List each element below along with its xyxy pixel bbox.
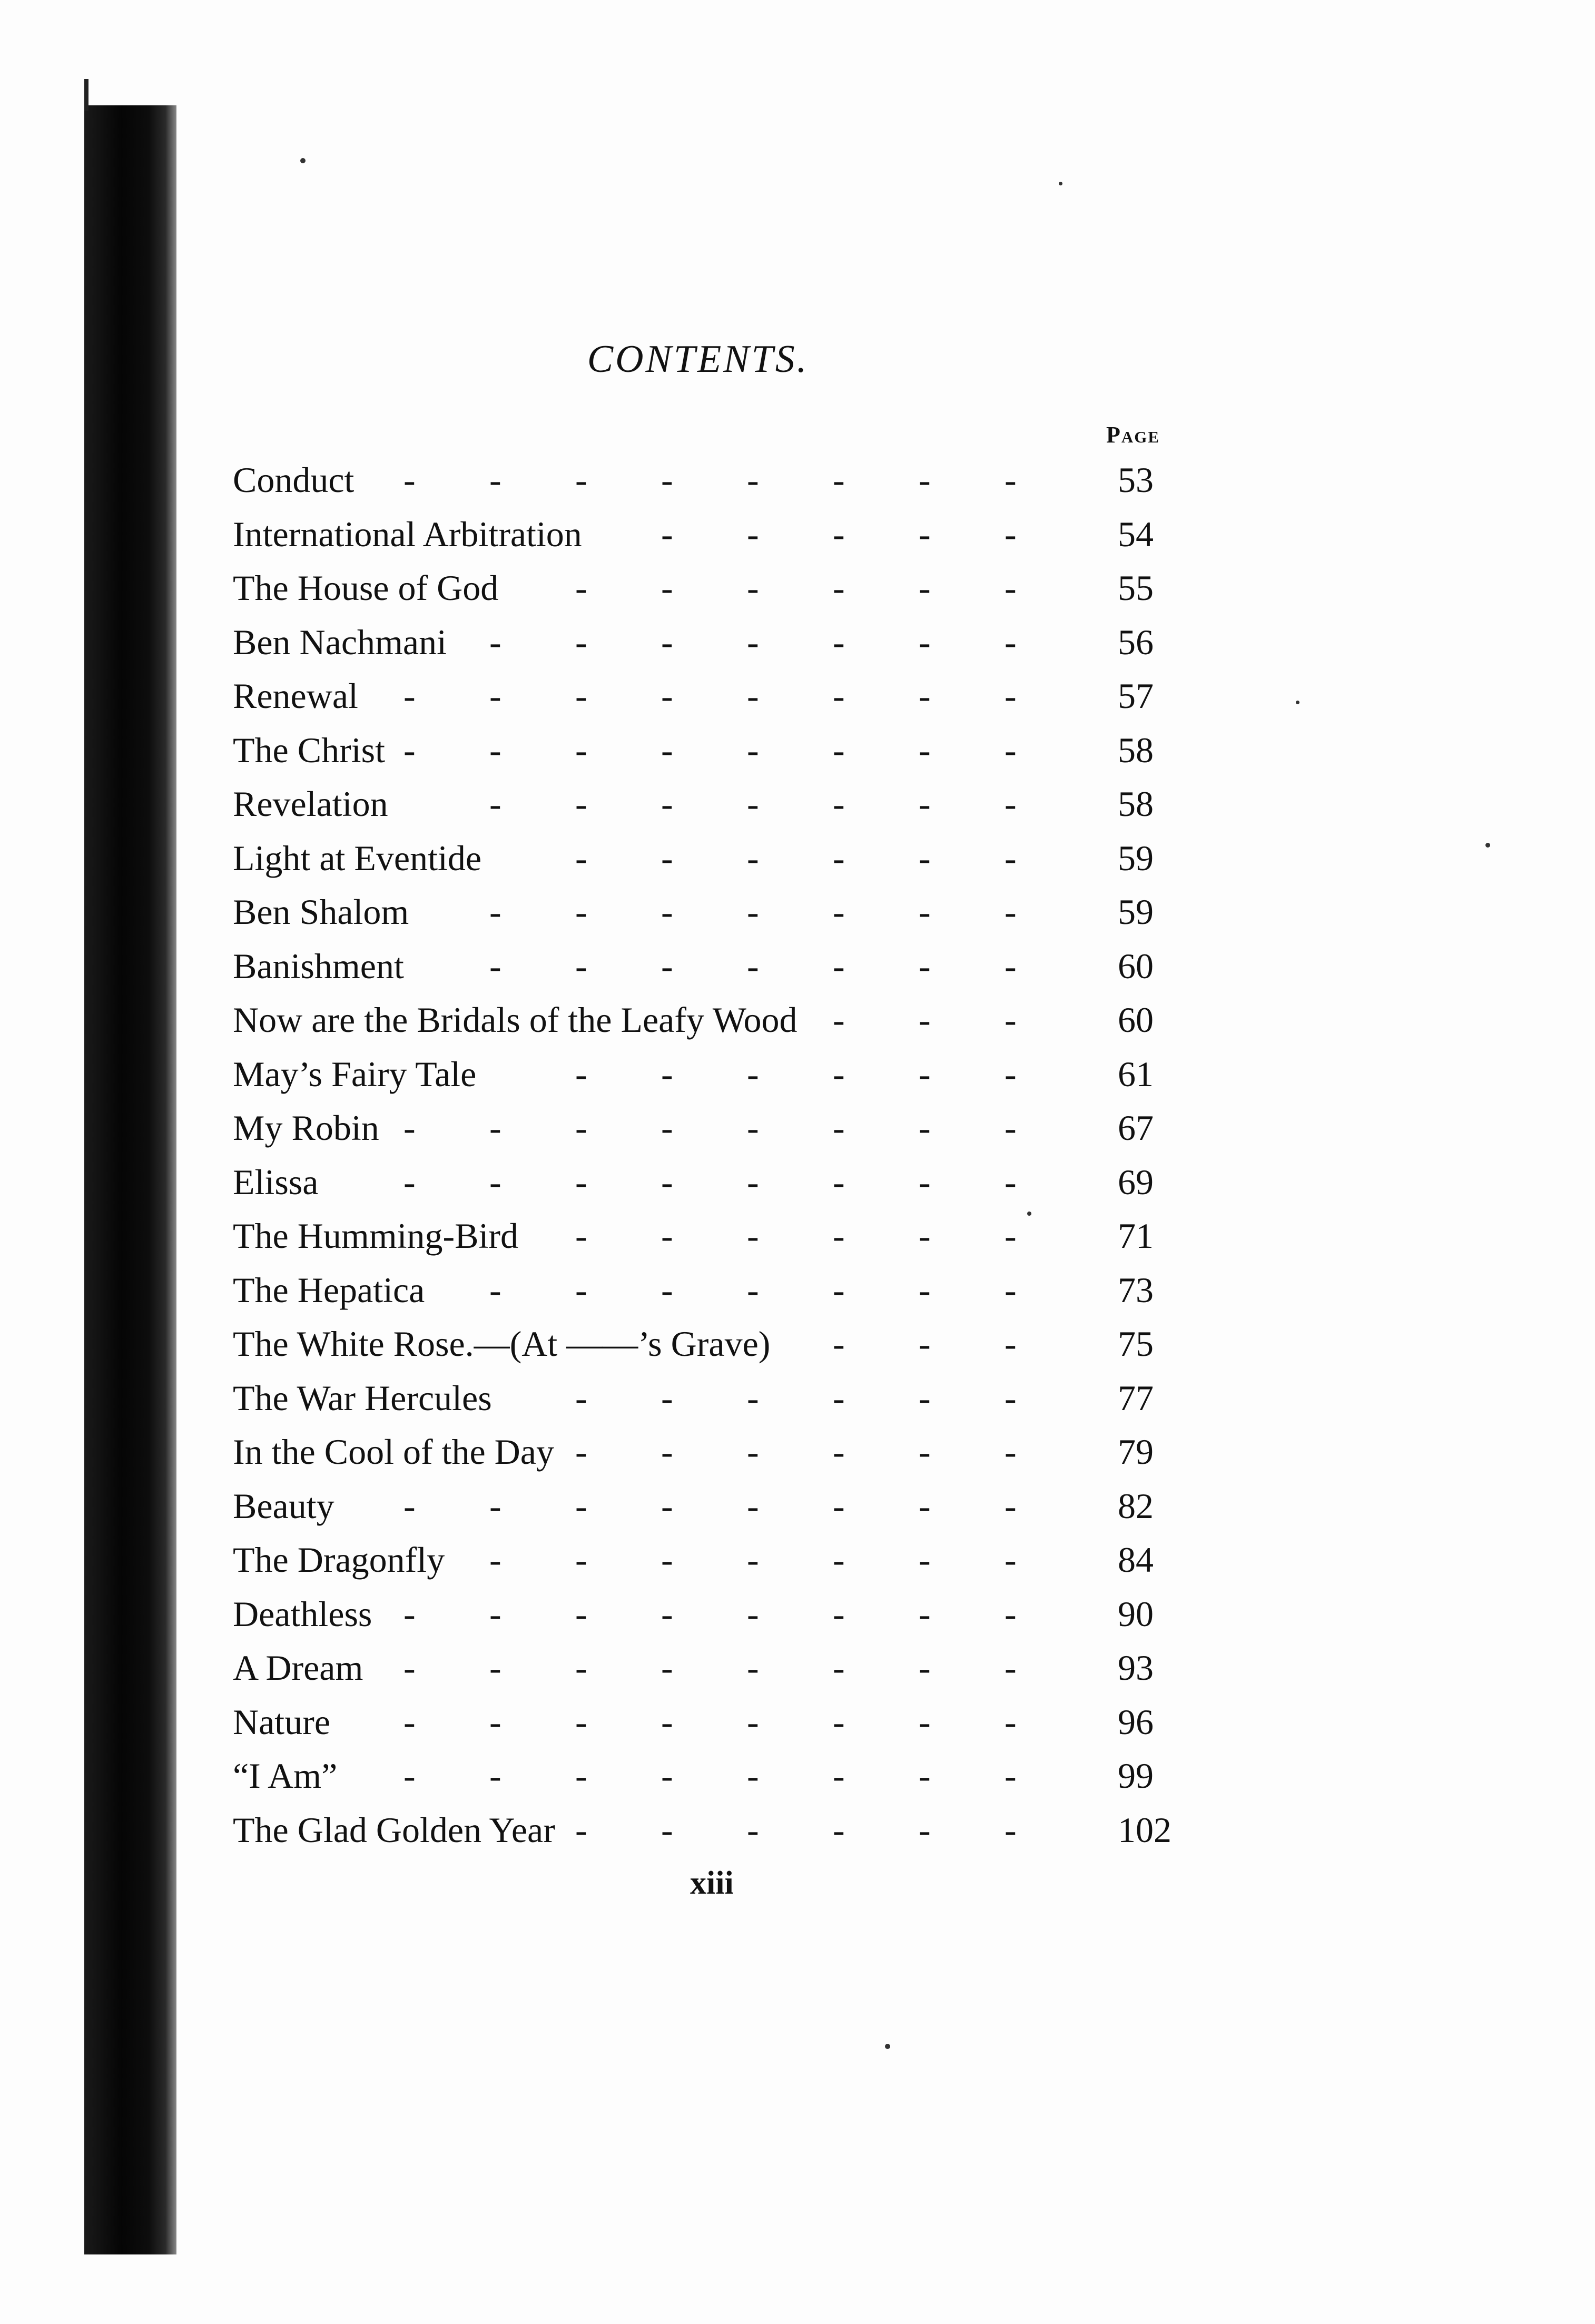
leader-dash: - — [1005, 568, 1017, 608]
toc-entry-page: 60 — [1118, 1000, 1154, 1040]
leader-dash: - — [661, 1108, 673, 1148]
leader-dash: - — [1005, 1269, 1017, 1310]
toc-entry — [233, 1425, 1197, 1479]
leader-dash: - — [403, 1485, 416, 1526]
spine-edge-mark — [84, 79, 88, 111]
toc-entry-page: 55 — [1118, 568, 1154, 608]
leader-dash: - — [747, 460, 759, 500]
leader-dash: - — [833, 1648, 845, 1688]
leader-dash: - — [919, 1053, 931, 1094]
leader-dash: - — [1005, 1216, 1017, 1256]
page-folio: xiii — [690, 1865, 734, 1901]
leader-dash: - — [1005, 622, 1017, 662]
table-of-contents — [233, 453, 1197, 1857]
dot-leader — [233, 1749, 1107, 1803]
leader-dash: - — [747, 730, 759, 770]
toc-entry — [233, 993, 1197, 1047]
toc-entry-page: 96 — [1118, 1701, 1154, 1742]
leader-dash: - — [833, 1809, 845, 1850]
leader-dash: - — [403, 730, 416, 770]
leader-dash: - — [489, 460, 501, 500]
toc-entry — [233, 1587, 1197, 1641]
dot-leader — [233, 1479, 1107, 1533]
leader-dash: - — [833, 1701, 845, 1742]
leader-dash: - — [747, 568, 759, 608]
leader-dash: - — [489, 1701, 501, 1742]
toc-entry-title: Renewal — [233, 676, 358, 716]
leader-dash: - — [575, 1432, 587, 1472]
leader-dash: - — [661, 946, 673, 986]
leader-dash: - — [919, 460, 931, 500]
leader-dash: - — [747, 622, 759, 662]
leader-dash: - — [575, 838, 587, 878]
toc-entry-page: 54 — [1118, 514, 1154, 554]
leader-dash: - — [575, 1216, 587, 1256]
toc-entry — [233, 1641, 1197, 1695]
leader-dash: - — [1005, 1593, 1017, 1634]
print-speck — [1485, 843, 1490, 848]
book-spine-shadow — [84, 105, 176, 2254]
leader-dash: - — [919, 1485, 931, 1526]
leader-dash: - — [575, 946, 587, 986]
toc-entry — [233, 1317, 1197, 1371]
toc-entry — [233, 1101, 1197, 1155]
toc-entry — [233, 453, 1197, 507]
leader-dash: - — [919, 1377, 931, 1418]
print-speck — [1027, 1212, 1031, 1216]
leader-dash: - — [919, 1593, 931, 1634]
leader-dash: - — [747, 1053, 759, 1094]
toc-entry-title: Elissa — [233, 1161, 319, 1202]
leader-dash: - — [747, 1809, 759, 1850]
leader-dash: - — [1005, 1648, 1017, 1688]
leader-dash: - — [833, 676, 845, 716]
leader-dash: - — [833, 892, 845, 932]
leader-dash: - — [833, 1161, 845, 1202]
print-speck — [1059, 182, 1062, 185]
toc-entry-page: 99 — [1118, 1756, 1154, 1796]
toc-entry — [233, 561, 1197, 615]
toc-entry-title: The White Rose.—(At ——’s Grave) — [233, 1324, 771, 1364]
leader-dash: - — [747, 1108, 759, 1148]
toc-entry — [233, 939, 1197, 993]
leader-dash: - — [489, 1161, 501, 1202]
leader-dash: - — [919, 1161, 931, 1202]
leader-dash: - — [833, 622, 845, 662]
toc-entry-page: 58 — [1118, 784, 1154, 824]
toc-entry — [233, 723, 1197, 777]
leader-dash: - — [661, 1053, 673, 1094]
leader-dash: - — [403, 1593, 416, 1634]
leader-dash: - — [833, 1756, 845, 1796]
leader-dash: - — [575, 730, 587, 770]
leader-dash: - — [1005, 784, 1017, 824]
leader-dash: - — [575, 1161, 587, 1202]
leader-dash: - — [747, 1485, 759, 1526]
leader-dash: - — [661, 730, 673, 770]
toc-entry-title: May’s Fairy Tale — [233, 1053, 477, 1094]
toc-entry-page: 82 — [1118, 1485, 1154, 1526]
toc-entry-title: Now are the Bridals of the Leafy Wood — [233, 1000, 798, 1040]
leader-dash: - — [661, 1540, 673, 1580]
leader-dash: - — [1005, 1377, 1017, 1418]
leader-dash: - — [1005, 1432, 1017, 1472]
dot-leader — [233, 1695, 1107, 1749]
leader-dash: - — [403, 1756, 416, 1796]
toc-entry-title: The Hepatica — [233, 1269, 425, 1310]
leader-dash: - — [833, 1216, 845, 1256]
leader-dash: - — [489, 784, 501, 824]
leader-dash: - — [833, 460, 845, 500]
leader-dash: - — [489, 676, 501, 716]
leader-dash: - — [575, 1809, 587, 1850]
leader-dash: - — [747, 838, 759, 878]
leader-dash: - — [1005, 676, 1017, 716]
leader-dash: - — [403, 1161, 416, 1202]
toc-entry-title: The Glad Golden Year — [233, 1809, 555, 1850]
leader-dash: - — [575, 1701, 587, 1742]
leader-dash: - — [1005, 946, 1017, 986]
leader-dash: - — [661, 1485, 673, 1526]
toc-entry — [233, 669, 1197, 723]
leader-dash: - — [1005, 838, 1017, 878]
leader-dash: - — [919, 838, 931, 878]
leader-dash: - — [919, 784, 931, 824]
toc-entry — [233, 1155, 1197, 1209]
leader-dash: - — [833, 1432, 845, 1472]
leader-dash: - — [575, 1053, 587, 1094]
toc-entry-page: 67 — [1118, 1108, 1154, 1148]
leader-dash: - — [833, 1377, 845, 1418]
dot-leader — [233, 453, 1107, 507]
leader-dash: - — [1005, 1053, 1017, 1094]
toc-entry-title: The Humming-Bird — [233, 1216, 519, 1256]
leader-dash: - — [747, 676, 759, 716]
leader-dash: - — [919, 946, 931, 986]
leader-dash: - — [747, 514, 759, 554]
toc-entry-title: Beauty — [233, 1485, 334, 1526]
leader-dash: - — [833, 1593, 845, 1634]
leader-dash: - — [575, 784, 587, 824]
leader-dash: - — [1005, 1756, 1017, 1796]
toc-entry-page: 58 — [1118, 730, 1154, 770]
leader-dash: - — [747, 1269, 759, 1310]
toc-entry — [233, 1371, 1197, 1425]
toc-entry — [233, 885, 1197, 939]
leader-dash: - — [489, 1756, 501, 1796]
leader-dash: - — [747, 946, 759, 986]
leader-dash: - — [1005, 1809, 1017, 1850]
toc-entry-title: Deathless — [233, 1593, 372, 1634]
toc-entry — [233, 1479, 1197, 1533]
leader-dash: - — [489, 1108, 501, 1148]
leader-dash: - — [833, 1324, 845, 1364]
leader-dash: - — [919, 1269, 931, 1310]
print-speck — [1296, 701, 1299, 704]
leader-dash: - — [661, 1648, 673, 1688]
page-column-label: Page — [1106, 422, 1160, 448]
leader-dash: - — [661, 1756, 673, 1796]
leader-dash: - — [489, 946, 501, 986]
leader-dash: - — [1005, 892, 1017, 932]
toc-entry-title: The Dragonfly — [233, 1540, 445, 1580]
leader-dash: - — [489, 622, 501, 662]
leader-dash: - — [661, 622, 673, 662]
toc-entry — [233, 1533, 1197, 1587]
leader-dash: - — [661, 460, 673, 500]
toc-entry-title: The War Hercules — [233, 1377, 492, 1418]
leader-dash: - — [747, 1216, 759, 1256]
leader-dash: - — [1005, 1161, 1017, 1202]
leader-dash: - — [489, 1540, 501, 1580]
dot-leader — [233, 669, 1107, 723]
leader-dash: - — [575, 1593, 587, 1634]
leader-dash: - — [747, 1377, 759, 1418]
leader-dash: - — [833, 1485, 845, 1526]
leader-dash: - — [833, 838, 845, 878]
leader-dash: - — [661, 784, 673, 824]
toc-entry-page: 56 — [1118, 622, 1154, 662]
leader-dash: - — [1005, 1540, 1017, 1580]
leader-dash: - — [833, 514, 845, 554]
leader-dash: - — [661, 1161, 673, 1202]
leader-dash: - — [661, 514, 673, 554]
toc-entry-page: 53 — [1118, 460, 1154, 500]
leader-dash: - — [489, 1269, 501, 1310]
leader-dash: - — [575, 1485, 587, 1526]
toc-entry — [233, 1209, 1197, 1263]
toc-entry — [233, 1749, 1197, 1803]
leader-dash: - — [919, 730, 931, 770]
leader-dash: - — [747, 1756, 759, 1796]
leader-dash: - — [575, 460, 587, 500]
leader-dash: - — [661, 1269, 673, 1310]
toc-entry-page: 71 — [1118, 1216, 1154, 1256]
toc-entry-title: Ben Shalom — [233, 892, 409, 932]
toc-entry-title: Banishment — [233, 946, 404, 986]
leader-dash: - — [661, 838, 673, 878]
toc-entry-page: 90 — [1118, 1593, 1154, 1634]
leader-dash: - — [833, 730, 845, 770]
contents-heading: CONTENTS. — [587, 338, 809, 381]
leader-dash: - — [661, 1701, 673, 1742]
leader-dash: - — [489, 1485, 501, 1526]
leader-dash: - — [747, 1648, 759, 1688]
leader-dash: - — [661, 1432, 673, 1472]
leader-dash: - — [1005, 1485, 1017, 1526]
leader-dash: - — [575, 1756, 587, 1796]
leader-dash: - — [747, 1161, 759, 1202]
leader-dash: - — [489, 730, 501, 770]
leader-dash: - — [919, 622, 931, 662]
leader-dash: - — [833, 1053, 845, 1094]
leader-dash: - — [833, 1108, 845, 1148]
leader-dash: - — [833, 1540, 845, 1580]
leader-dash: - — [575, 1540, 587, 1580]
leader-dash: - — [919, 1000, 931, 1040]
leader-dash: - — [1005, 1000, 1017, 1040]
leader-dash: - — [747, 1701, 759, 1742]
toc-entry-page: 77 — [1118, 1377, 1154, 1418]
toc-entry-page: 75 — [1118, 1324, 1154, 1364]
leader-dash: - — [919, 1540, 931, 1580]
leader-dash: - — [575, 1648, 587, 1688]
leader-dash: - — [1005, 460, 1017, 500]
toc-entry-page: 69 — [1118, 1161, 1154, 1202]
toc-entry-title: “I Am” — [233, 1756, 338, 1796]
leader-dash: - — [489, 1593, 501, 1634]
toc-entry-page: 102 — [1118, 1809, 1171, 1850]
toc-entry-title: The House of God — [233, 568, 499, 608]
dot-leader — [233, 1641, 1107, 1695]
toc-entry-title: The Christ — [233, 730, 385, 770]
leader-dash: - — [489, 1648, 501, 1688]
leader-dash: - — [403, 676, 416, 716]
toc-entry-title: My Robin — [233, 1108, 379, 1148]
leader-dash: - — [919, 514, 931, 554]
leader-dash: - — [661, 676, 673, 716]
leader-dash: - — [833, 568, 845, 608]
leader-dash: - — [661, 1377, 673, 1418]
toc-entry — [233, 1263, 1197, 1317]
leader-dash: - — [833, 946, 845, 986]
leader-dash: - — [661, 1593, 673, 1634]
leader-dash: - — [489, 892, 501, 932]
leader-dash: - — [747, 1540, 759, 1580]
leader-dash: - — [1005, 514, 1017, 554]
toc-entry-title: A Dream — [233, 1648, 363, 1688]
toc-entry-title: Nature — [233, 1701, 331, 1742]
toc-entry-page: 57 — [1118, 676, 1154, 716]
leader-dash: - — [575, 676, 587, 716]
toc-entry — [233, 507, 1197, 562]
leader-dash: - — [575, 892, 587, 932]
toc-entry-title: Revelation — [233, 784, 388, 824]
leader-dash: - — [919, 568, 931, 608]
leader-dash: - — [1005, 1108, 1017, 1148]
leader-dash: - — [919, 1432, 931, 1472]
leader-dash: - — [919, 892, 931, 932]
toc-entry-page: 73 — [1118, 1269, 1154, 1310]
toc-entry — [233, 615, 1197, 669]
print-speck — [885, 2044, 890, 2049]
leader-dash: - — [661, 1216, 673, 1256]
leader-dash: - — [919, 1809, 931, 1850]
leader-dash: - — [403, 1701, 416, 1742]
leader-dash: - — [661, 568, 673, 608]
toc-entry-page: 79 — [1118, 1432, 1154, 1472]
toc-entry-title: In the Cool of the Day — [233, 1432, 554, 1472]
leader-dash: - — [1005, 1701, 1017, 1742]
toc-entry-page: 60 — [1118, 946, 1154, 986]
leader-dash: - — [919, 1701, 931, 1742]
toc-entry-page: 61 — [1118, 1053, 1154, 1094]
toc-entry-page: 59 — [1118, 892, 1154, 932]
leader-dash: - — [833, 1000, 845, 1040]
leader-dash: - — [1005, 1324, 1017, 1364]
leader-dash: - — [919, 1756, 931, 1796]
leader-dash: - — [919, 676, 931, 716]
leader-dash: - — [575, 568, 587, 608]
leader-dash: - — [575, 1269, 587, 1310]
toc-entry — [233, 777, 1197, 831]
leader-dash: - — [747, 1593, 759, 1634]
leader-dash: - — [1005, 730, 1017, 770]
leader-dash: - — [403, 460, 416, 500]
toc-entry-page: 84 — [1118, 1540, 1154, 1580]
leader-dash: - — [919, 1324, 931, 1364]
leader-dash: - — [661, 892, 673, 932]
toc-entry-title: Conduct — [233, 460, 355, 500]
toc-entry — [233, 831, 1197, 885]
leader-dash: - — [919, 1648, 931, 1688]
leader-dash: - — [575, 1108, 587, 1148]
leader-dash: - — [575, 1377, 587, 1418]
leader-dash: - — [747, 892, 759, 932]
leader-dash: - — [747, 1432, 759, 1472]
toc-entry-title: Light at Eventide — [233, 838, 482, 878]
toc-entry — [233, 1047, 1197, 1101]
print-speck — [300, 158, 306, 163]
leader-dash: - — [919, 1216, 931, 1256]
toc-entry — [233, 1803, 1197, 1857]
toc-entry-page: 59 — [1118, 838, 1154, 878]
leader-dash: - — [403, 1108, 416, 1148]
toc-entry-title: Ben Nachmani — [233, 622, 447, 662]
leader-dash: - — [403, 1648, 416, 1688]
toc-entry-title: International Arbitration — [233, 514, 582, 554]
leader-dash: - — [575, 622, 587, 662]
leader-dash: - — [833, 784, 845, 824]
toc-entry-page: 93 — [1118, 1648, 1154, 1688]
leader-dash: - — [661, 1809, 673, 1850]
leader-dash: - — [833, 1269, 845, 1310]
leader-dash: - — [919, 1108, 931, 1148]
dot-leader — [233, 1155, 1107, 1209]
leader-dash: - — [747, 784, 759, 824]
toc-entry — [233, 1695, 1197, 1749]
